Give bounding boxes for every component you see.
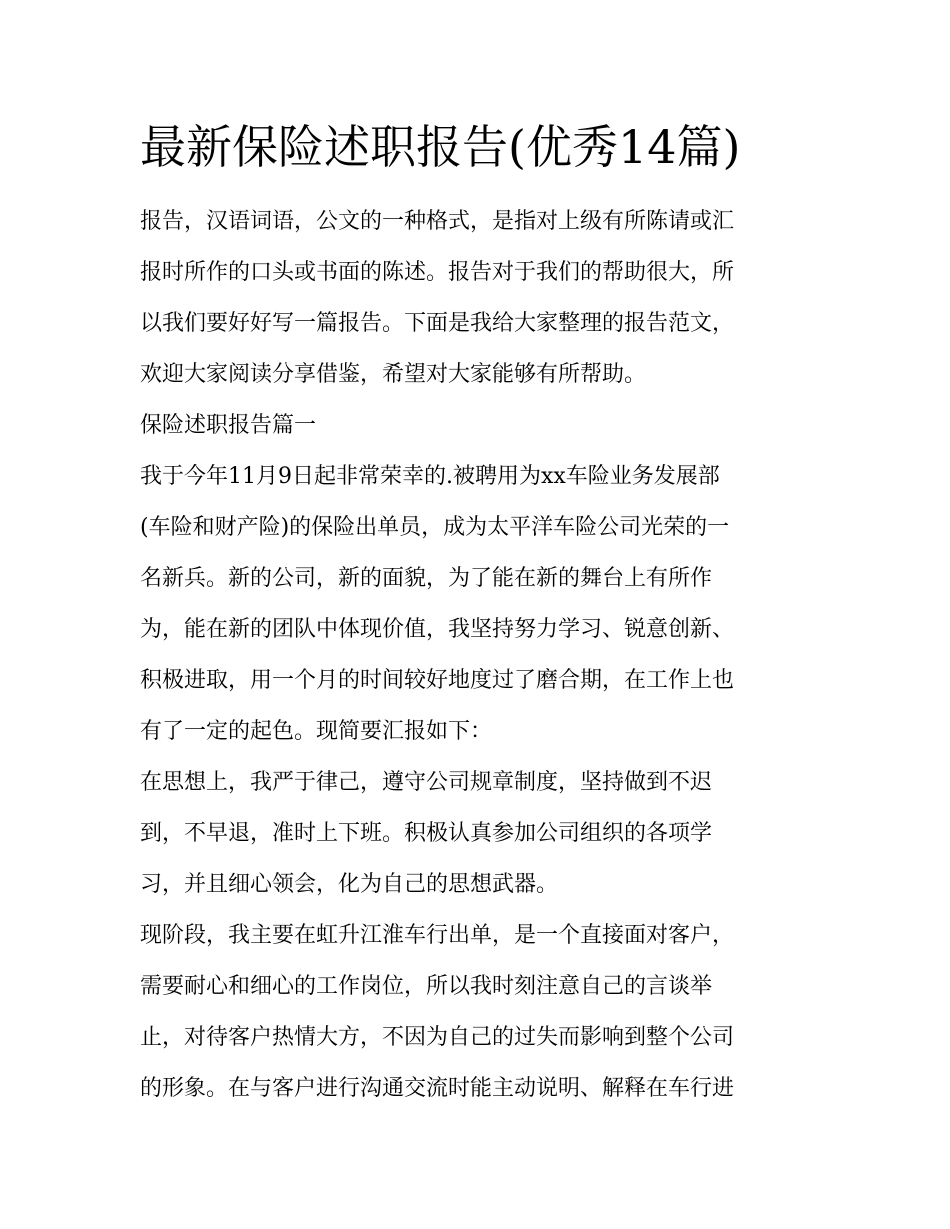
- intro-paragraph: [140, 196, 812, 400]
- section-paragraph-2: [140, 757, 812, 910]
- section-p3-line-1: 现阶段，我主要在虹升江淮车行出单，是一个直接面对客户，: [140, 923, 735, 948]
- section-p3-line-2: 需要耐心和细心的工作岗位，所以我时刻注意自己的言谈举: [140, 974, 713, 999]
- section-p1-line-4: 为，能在新的团队中体现价值，我坚持努力学习、锐意创新、: [140, 617, 735, 642]
- section-p2-line-3: 习，并且细心领会，化为自己的思想武器。: [140, 872, 559, 897]
- section-p1-line-3: 名新兵。新的公司，新的面貌，为了能在新的舞台上有所作: [140, 566, 713, 591]
- section-p2-line-2: 到，不早退，准时上下班。积极认真参加公司组织的各项学: [140, 821, 713, 846]
- section-p1-line-6: 有了一定的起色。现简要汇报如下：: [140, 719, 493, 744]
- section-p3-line-3: 止，对待客户热情大方，不因为自己的过失而影响到整个公司: [140, 1025, 735, 1050]
- document-title: 最新保险述职报告(优秀14篇): [140, 120, 741, 174]
- section-p2-line-1: 在思想上，我严于律己，遵守公司规章制度，坚持做到不迟: [140, 770, 713, 795]
- intro-line-4: 欢迎大家阅读分享借鉴，希望对大家能够有所帮助。: [140, 362, 647, 387]
- section-p1-line-1: 我于今年11月9日起非常荣幸的.被聘用为xx车险业务发展部: [140, 464, 720, 489]
- section-p3-line-4: 的形象。在与客户进行沟通交流时能主动说明、解释在车行进: [140, 1076, 735, 1101]
- section-heading: 保险述职报告篇一: [140, 413, 317, 438]
- document-body: [140, 196, 812, 1114]
- intro-line-1: 报告，汉语词语，公文的一种格式，是指对上级有所陈请或汇: [140, 209, 735, 234]
- section-p1-line-5: 积极进取，用一个月的时间较好地度过了磨合期，在工作上也: [140, 668, 735, 693]
- section-paragraph-3: [140, 910, 812, 1114]
- intro-line-2: 报时所作的口头或书面的陈述。报告对于我们的帮助很大，所: [140, 260, 735, 285]
- section-p1-line-2: (车险和财产险)的保险出单员，成为太平洋车险公司光荣的一: [140, 515, 730, 540]
- section-paragraph-1: [140, 451, 812, 757]
- intro-line-3: 以我们要好好写一篇报告。下面是我给大家整理的报告范文，: [140, 311, 735, 336]
